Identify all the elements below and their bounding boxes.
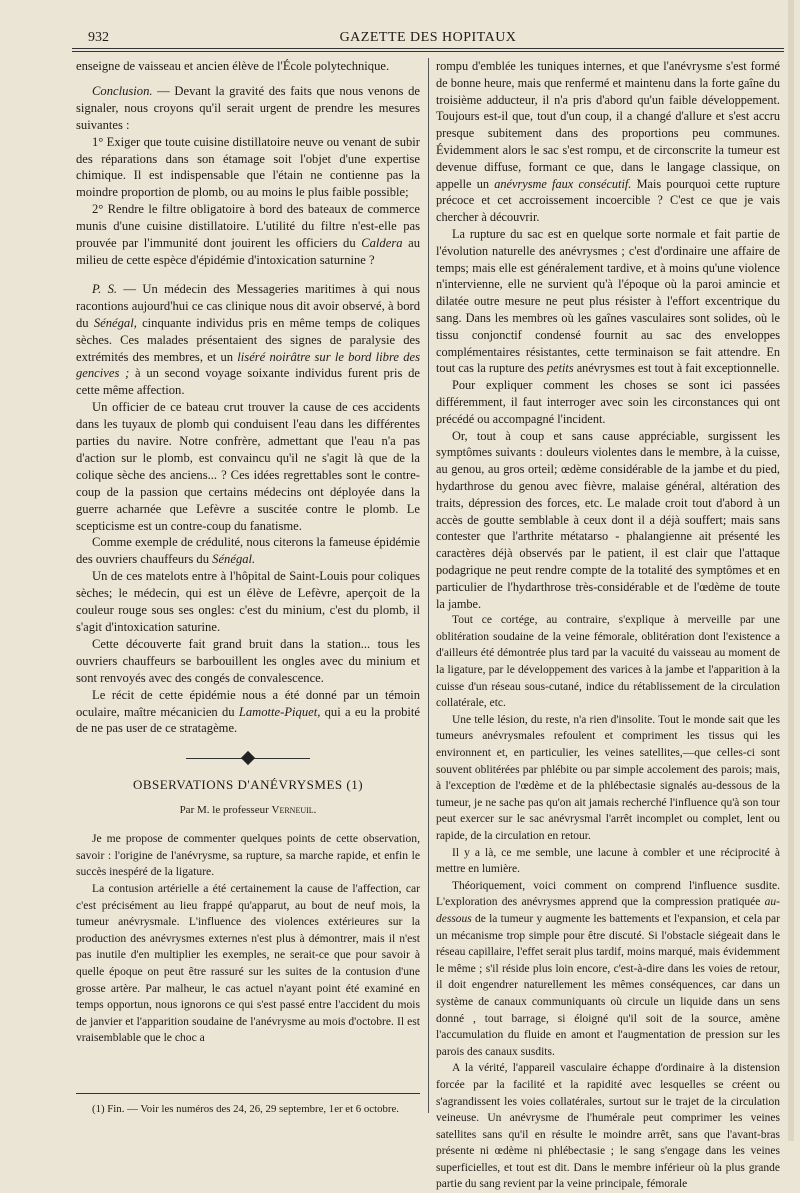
footnote: (1) Fin. — Voir les numéros des 24, 26, 29 septembre, 1er et 6 octobre. (92, 1103, 399, 1115)
paragraph (76, 687, 420, 738)
ship-name: Lamotte-Piquet, (238, 704, 321, 719)
right-column (436, 58, 781, 1191)
emphasis: petits (546, 361, 574, 376)
ornament-diamond-icon (241, 751, 255, 765)
paragraph-text: qui a eu la probité de ne pas user de ce stratagème. (76, 704, 420, 736)
paragraph: Or, tout à coup et sans cause appréciable, surgissent les symptômes suivants : douleurs violentes dans le membre, à la cuisse, au genou, au gros orteil; œdème considérable de la jambe et du pied, hydarthrose du genou avec fièvre, malaise général, altération des traits, dépression des forces, etc. Le malade croit tout d'abord à un accès de goutte semblable à ceux dont il a déjà souffert; mais sans contester que l'arthrite métatarso - phalangienne ait présenté les caractères déjà observés par le patient, il est clair que l'attaque podagrique ne peut rendre compte de la totalité des symptômes et en particulier de l'hydarthrose très-considérable et de l'œdème de toute la jambe. (436, 428, 780, 611)
emphasis: liséré noirâtre sur le bord libre des gencives ; (76, 349, 420, 381)
paragraph: Tout ce cortége, au contraire, s'explique à merveille par une oblitération soudaine de la veine fémorale, oblitération dont l'existence a d'ailleurs été démontrée plus tard par la vacuité du vaisseau au moment de la ligature, par le développement des varices à la jambe et l'apparition à la cuisse d'un réseau sous-cutané, indice du rétablissement de la circulation collatérale, etc. (436, 614, 780, 710)
paragraph: A la vérité, l'appareil vasculaire échappe d'ordinaire à la distension forcée par la facilité et la rapidité avec lesquelles se créent ou s'agrandissent les voies collatérales, surtout sur le trajet de la circulation veineuse. Un anévrysme de l'humérale peut comprimer les veines satellites sans qu'il en résulte le moindre arrêt, sans que l'avant-bras présente ni œdème ni phlébectasie ; le sang s'engage dans les veines superficielles, et tout est dit. Dans le membre inférieur où la plus grande partie du sang revient par la veine principale, fémorale (436, 1062, 780, 1191)
running-title: GAZETTE DES HOPITAUX (339, 30, 517, 45)
paragraph-text: anévrysmes est tout à fait exceptionnelle. (573, 361, 780, 376)
paragraph-text: rompu d'emblée les tuniques internes, et que l'anévrysme s'est formé de bonne heure, mais que renfermé et maintenu dans la forte gaîne du troisième adducteur, il n'a pris d'abord qu'un faible développement. Toujours est-il que, tout d'un coup, il a changé d'allure et s'est accru presque subitement dans des proportions peu communes. Évidemment alors le sac s'est rompu, et de circonscrite la tumeur est devenue diffuse, formant ce que, dans le langage classique, on appelle un (436, 59, 780, 191)
ship-name: Sénégal. (212, 552, 256, 567)
ship-name: Caldera (361, 236, 403, 251)
paragraph: Un officier de ce bateau crut trouver la cause de ces accidents dans les tuyaux de plomb qui conduisent l'eau dans les différentes parties du navire. Notre confrère, admettant que l'eau n'a pas d'action sur le plomb, est convaincu qu'il ne s'agit là que de la colique sèche des anciens... ? Ces idées regrettables sont le contre-coup de la passion que certains médecins ont déployée dans la guerre acharnée que Lefèvre a suscitée contre le plomb. Le scepticisme est un contre-coup du fanatisme. (76, 400, 420, 533)
paragraph (76, 534, 420, 568)
conclusion-label: Conclusion. (92, 83, 153, 98)
paragraph: Un de ces matelots entre à l'hôpital de Saint-Louis pour coliques sèches; le médecin, qui est un élève de Lefèvre, aperçoit de la couleur rouge sous ses ongles: c'est du minium, c'est du plomb, il s'agit d'intoxication saturine. (76, 569, 420, 634)
paragraph-text: au milieu de cette espèce d'épidémie d'intoxication saturnine ? (76, 236, 420, 267)
paragraph-text: Comme exemple de crédulité, nous citerons la fameuse épidémie des ouvriers chauffeurs du (76, 535, 420, 567)
byline (76, 802, 420, 819)
ship-name: Sénégal, (93, 315, 137, 330)
paragraph: Cette découverte fait grand bruit dans la station... tous les ouvriers chauffeurs se barbouillent les ongles avec du minium et sont renvoyés avec des congés de convalescence. (76, 636, 420, 685)
paragraph (436, 226, 780, 377)
paragraph-text: Mais pourquoi cette rupture précoce et cet accroissement incoercible ? C'est ce que je vais chercher à découvrir. (436, 176, 781, 225)
emphasis: au-dessous (436, 896, 780, 925)
page-number: 932 (88, 30, 109, 45)
paragraph-text: à un second voyage soixante individus furent pris de cette même affection. (76, 366, 420, 398)
paragraph-text: Théoriquement, voici comment on comprend l'influence susdite. L'exploration des anévrysmes apprend que la compression pratiquée (436, 879, 780, 909)
paragraph (436, 58, 780, 226)
paragraph-text: Le récit de cette épidémie nous a été donné par un témoin oculaire, maître mécanicien du (76, 687, 420, 719)
page-edge-shadow (788, 0, 794, 1141)
footnote-rule (76, 1093, 420, 1094)
paragraph: 1° Exiger que toute cuisine distillatoire neuve ou venant de subir des réparations dans son étamage soit l'objet d'une expertise chimique. Il est indispensable que l'étain ne contienne pas la moindre proportion de plomb, ou au moins le plus faible possible; (76, 134, 420, 200)
postscript-label: P. S. (92, 281, 118, 296)
paragraph: Je me propose de commenter quelques points de cette observation, savoir : l'origine de l'anévrysme, sa rupture, sa marche rapide, et enfin le succès inespéré de la ligature. (76, 832, 420, 879)
header-rule (72, 48, 784, 49)
left-column (76, 58, 420, 1118)
header-rule-double (72, 51, 784, 52)
paragraph-text: — Devant la gravité des faits que nous venons de signaler, nous croyons qu'il serait urgent de prendre les mesures suivantes : (76, 83, 420, 132)
paragraph-text: La rupture du sac est en quelque sorte normale et fait partie de l'évolution naturelle des anévrysmes ; c'est d'ordinaire une affaire de temps; mais elle est généralement tardive, et à moins qu'une violence n'intervienne, elle ne survient qu'à l'époque où la paroi amincie et dilatée outre mesure ne peut plus résister à l'effort excentrique du sang. Dans les membres où les gaînes vasculaires sont solides, où le tissu conjonctif condensé fournit au sac des enveloppes complémentaires résistantes, cette terminaison se fait attendre. En tout cas la rupture des (436, 226, 780, 376)
paragraph (76, 201, 420, 269)
paragraph: La contusion artérielle a été certainement la cause de l'affection, car c'est précisément au lieu frappé qu'apparut, au bout de neuf mois, la tumeur anévrysmale. L'influence des violences extérieures sur la production des anévrysmes externes n'est plus à démontrer, mais il n'est pas inutile d'en multiplier les exemples, ne serait-ce que pour savoir à quelle époque on peut être rassuré sur les suites de la contusion d'une grosse artère. Par malheur, le cas actuel n'ayant point été examiné en temps opportun, nous ignorons ce qui s'est passé entre l'accident du mois de janvier et l'apparition soudaine de l'anévrysme au mois d'octobre. Il est vraisemblable que le choc a (76, 881, 420, 1045)
paragraph (436, 878, 780, 1061)
byline-text: Par M. le professeur (179, 804, 272, 817)
paragraph-postscript (76, 281, 420, 399)
paragraph: enseigne de vaisseau et ancien élève de l'École polytechnique. (76, 59, 390, 73)
emphasis: anévrysme faux consécutif. (494, 176, 632, 191)
paragraph: Il y a là, ce me semble, une lacune à combler et une réciprocité à mettre en lumière. (436, 846, 780, 876)
paragraph: Une telle lésion, du reste, n'a rien d'insolite. Tout le monde sait que les tumeurs anévrysmales refoulent et compriment les tissus qui les environnent et, en particulier, les veines satellites,—que celles-ci sont souvent oblitérées par phlébite ou par simple accolement des parois; mais, à l'exception de l'œdème et de la phlébectasie signalés au-dessous de la tumeur, je ne sache pas qu'on ait jamais recherché l'influence qu'à son tour peut exercer sur le sac anévrysmal l'arrêt incomplet ou complet, lent ou rapide, de la circulation en retour. (436, 713, 780, 843)
author-name: Verneuil. (271, 804, 317, 817)
paragraph-text: de la tumeur y augmente les battements et l'expansion, et cela par un mécanisme trop simple pour être discuté. Si l'obstacle siégeait dans le réseau capillaire, l'effet serait plus tardif, moins marqué, mais évidemment le même ; s'il réside plus loin encore, c'est-à-dire dans les voies de retour, il doit engendrer naturellement les mêmes conséquences, car dans un système de canaux communiquants où circule un liquide dans un sens donné , tout barrage, si éloigné qu'il soit de la source, amène l'accumulation du fluide en amont et l'augmentation de pression sur les parois des canaux susdits. (436, 912, 780, 1058)
section-title: OBSERVATIONS D'ANÉVRYSMES (1) (132, 777, 364, 793)
page-header (72, 16, 784, 46)
paragraph-text: — Un médecin des Messageries maritimes à qui nous racontions aujourd'hui ce cas clinique nous dit avoir observé, à bord du (76, 281, 420, 330)
paragraph: Pour expliquer comment les choses se sont ici passées différemment, il faut interroger avec soin les circonstances qui ont précédé ou accompagné l'incident. (436, 378, 780, 426)
column-divider (428, 58, 429, 1113)
paragraph-text: 2° Rendre le filtre obligatoire à bord des bateaux de commerce munis d'une cuisine distillatoire. L'utilité du filtre n'est-elle pas prouvée par l'immunité dont jouirent les officiers du (76, 202, 420, 251)
section-ornament (76, 755, 420, 763)
paragraph-text: cinquante individus pris en même temps de coliques sèches. Ces malades présentaient des signes de paralysie des extrémités des membres, et un (76, 315, 420, 364)
paragraph-conclusion (76, 83, 420, 134)
